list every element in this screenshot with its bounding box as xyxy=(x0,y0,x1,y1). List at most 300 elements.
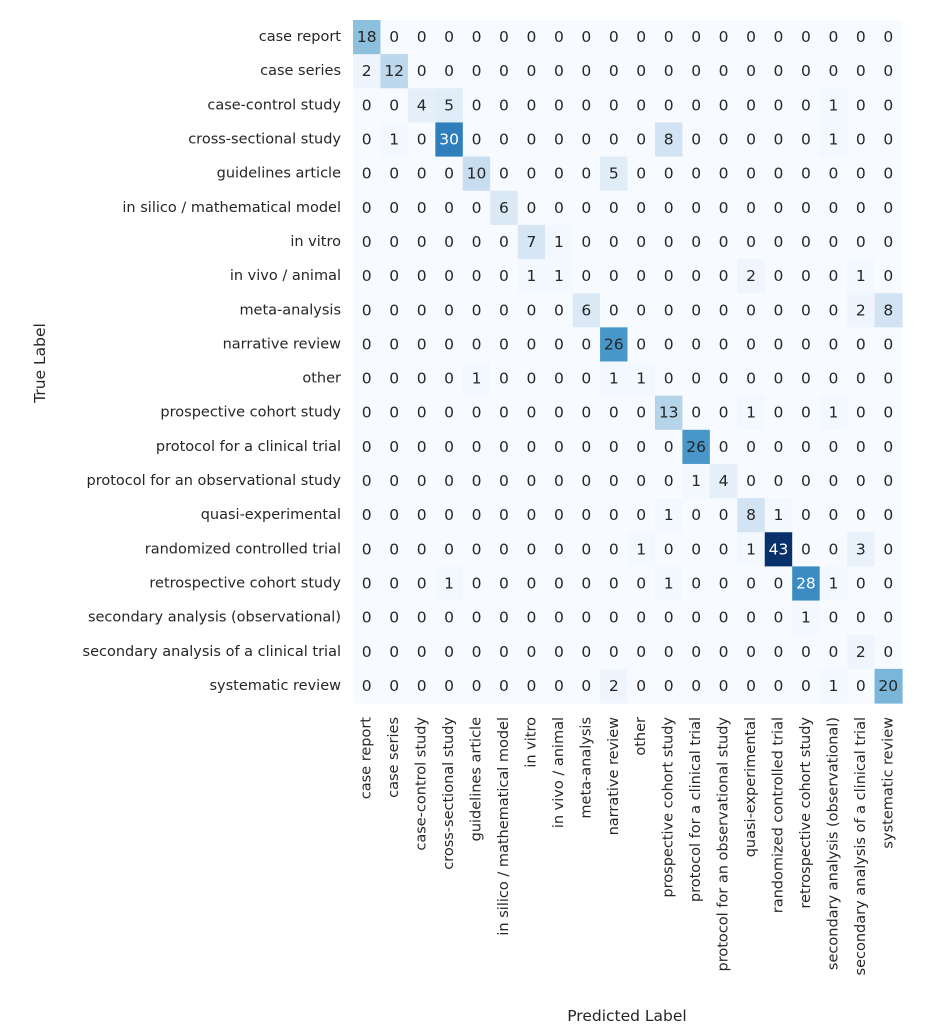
cell-value-label: 0 xyxy=(636,28,647,47)
cell-value-label: 0 xyxy=(361,130,372,149)
cell-value-label: 0 xyxy=(691,676,702,695)
cell-value-label: 0 xyxy=(746,164,756,183)
cell-value-label: 0 xyxy=(636,642,647,661)
cell-value-label: 0 xyxy=(389,437,400,456)
cell-value-label: 0 xyxy=(663,232,674,251)
cell-value-label: 0 xyxy=(691,62,702,81)
x-tick-label: in vitro xyxy=(523,717,540,768)
cell-value-label: 0 xyxy=(828,301,839,320)
cell-value-label: 0 xyxy=(444,335,455,354)
cell-value-label: 0 xyxy=(636,96,647,115)
cell-value-label: 0 xyxy=(718,574,729,593)
cell-value-label: 0 xyxy=(855,96,866,115)
cell-value-label: 0 xyxy=(581,403,592,422)
cell-value-label: 0 xyxy=(718,96,729,115)
cell-value-label: 0 xyxy=(499,62,509,81)
cell-value-label: 0 xyxy=(608,96,619,115)
cell-value-label: 0 xyxy=(553,506,564,525)
cell-value-label: 0 xyxy=(828,642,839,661)
cell-value-label: 0 xyxy=(444,62,455,81)
cell-value-label: 0 xyxy=(471,642,482,661)
cell-value-label: 0 xyxy=(526,198,537,217)
cell-value-label: 0 xyxy=(526,62,537,81)
cell-value-label: 30 xyxy=(439,130,459,149)
cell-value-label: 1 xyxy=(746,540,756,559)
cell-value-label: 0 xyxy=(608,403,619,422)
cell-value-label: 0 xyxy=(800,267,811,286)
cell-value-label: 0 xyxy=(471,130,482,149)
cell-value-label: 1 xyxy=(828,96,839,115)
y-tick-label: guidelines article xyxy=(216,165,341,182)
cell-value-label: 0 xyxy=(416,267,427,286)
cell-value-label: 0 xyxy=(608,232,619,251)
cell-value-label: 0 xyxy=(444,472,455,491)
cell-value-label: 1 xyxy=(608,369,619,388)
cell-value-label: 0 xyxy=(718,198,729,217)
x-tick-label: meta-analysis xyxy=(578,717,595,819)
cell-value-label: 0 xyxy=(718,676,729,695)
cell-value-label: 0 xyxy=(361,437,372,456)
cell-value-label: 0 xyxy=(828,369,839,388)
cell-value-label: 0 xyxy=(828,335,839,354)
cell-value-label: 0 xyxy=(416,574,427,593)
y-tick-label: systematic review xyxy=(209,677,341,694)
cell-value-label: 0 xyxy=(636,335,647,354)
x-tick-label: in silico / mathematical model xyxy=(495,717,512,936)
cell-value-label: 0 xyxy=(416,369,427,388)
cell-value-label: 0 xyxy=(608,608,619,627)
cell-value-label: 0 xyxy=(471,62,482,81)
cell-value-label: 0 xyxy=(608,540,619,559)
cell-value-label: 0 xyxy=(608,198,619,217)
cell-value-label: 10 xyxy=(466,164,487,183)
cell-value-label: 0 xyxy=(746,472,756,491)
cell-value-label: 0 xyxy=(444,267,455,286)
cell-value-label: 0 xyxy=(471,472,482,491)
cell-value-label: 0 xyxy=(883,232,894,251)
cell-value-label: 0 xyxy=(718,437,729,456)
cell-value-label: 0 xyxy=(444,369,455,388)
cell-value-label: 0 xyxy=(581,676,592,695)
cell-value-label: 0 xyxy=(471,506,482,525)
cell-value-label: 0 xyxy=(883,198,894,217)
cell-value-label: 0 xyxy=(800,28,811,47)
cell-value-label: 0 xyxy=(773,198,784,217)
cell-value-label: 0 xyxy=(499,472,509,491)
cell-value-label: 0 xyxy=(389,198,400,217)
cell-value-label: 0 xyxy=(691,369,702,388)
cell-value-label: 0 xyxy=(526,574,537,593)
cell-value-label: 0 xyxy=(553,608,564,627)
cell-value-label: 0 xyxy=(663,28,674,47)
cell-value-label: 0 xyxy=(718,608,729,627)
cell-value-label: 0 xyxy=(416,62,427,81)
cell-value-label: 0 xyxy=(553,28,564,47)
cell-value-label: 0 xyxy=(553,96,564,115)
cell-value-label: 0 xyxy=(773,472,784,491)
cell-value-label: 0 xyxy=(581,642,592,661)
cell-value-label: 0 xyxy=(883,335,894,354)
cell-value-label: 0 xyxy=(499,267,509,286)
cell-value-label: 0 xyxy=(553,130,564,149)
cell-value-label: 0 xyxy=(718,642,729,661)
y-tick-label: randomized controlled trial xyxy=(144,541,341,558)
cell-value-label: 0 xyxy=(691,28,702,47)
x-tick-label: quasi-experimental xyxy=(743,717,760,858)
cell-value-label: 0 xyxy=(746,608,756,627)
cell-value-label: 0 xyxy=(444,232,455,251)
cell-value-label: 0 xyxy=(608,28,619,47)
cell-value-label: 0 xyxy=(855,369,866,388)
cell-value-label: 0 xyxy=(800,335,811,354)
cell-value-label: 0 xyxy=(389,369,400,388)
y-tick-label: in silico / mathematical model xyxy=(122,199,341,216)
cell-value-label: 0 xyxy=(691,574,702,593)
cell-value-label: 0 xyxy=(608,62,619,81)
cell-value-label: 0 xyxy=(471,267,482,286)
cell-value-label: 0 xyxy=(526,28,537,47)
cell-value-label: 1 xyxy=(855,267,866,286)
cell-value-label: 0 xyxy=(773,437,784,456)
cell-value-label: 0 xyxy=(526,301,537,320)
cell-value-label: 0 xyxy=(718,335,729,354)
cell-value-label: 5 xyxy=(444,96,455,115)
cell-value-label: 1 xyxy=(636,369,647,388)
cell-value-label: 0 xyxy=(416,472,427,491)
cell-value-label: 0 xyxy=(499,369,509,388)
cell-value-label: 0 xyxy=(389,676,400,695)
x-tick-label: in vivo / animal xyxy=(550,717,567,829)
cell-value-label: 0 xyxy=(800,437,811,456)
cell-value-label: 0 xyxy=(828,198,839,217)
x-tick-labels xyxy=(359,717,897,976)
cell-value-label: 0 xyxy=(361,198,372,217)
cell-value-label: 0 xyxy=(828,164,839,183)
cell-value-label: 0 xyxy=(553,642,564,661)
cell-value-label: 0 xyxy=(800,164,811,183)
cell-value-label: 0 xyxy=(581,96,592,115)
cell-value-label: 0 xyxy=(773,574,784,593)
cell-value-label: 0 xyxy=(581,472,592,491)
cell-value-label: 0 xyxy=(444,198,455,217)
cell-value-label: 0 xyxy=(499,335,509,354)
cell-value-label: 0 xyxy=(416,437,427,456)
cell-value-label: 0 xyxy=(883,437,894,456)
cell-value-label: 0 xyxy=(471,198,482,217)
y-tick-label: other xyxy=(302,370,341,387)
cell-value-label: 0 xyxy=(553,540,564,559)
cell-value-label: 0 xyxy=(883,403,894,422)
cell-value-label: 0 xyxy=(855,198,866,217)
cell-value-label: 0 xyxy=(389,506,400,525)
x-tick-label: other xyxy=(633,717,650,756)
cell-value-label: 0 xyxy=(746,96,756,115)
cell-value-label: 0 xyxy=(800,676,811,695)
cell-value-label: 0 xyxy=(800,472,811,491)
cell-value-label: 0 xyxy=(828,267,839,286)
cell-value-label: 0 xyxy=(691,267,702,286)
cell-value-label: 0 xyxy=(746,130,756,149)
cell-value-label: 0 xyxy=(444,301,455,320)
cell-value-label: 0 xyxy=(361,540,372,559)
cell-value-label: 0 xyxy=(828,437,839,456)
cell-value-label: 0 xyxy=(361,676,372,695)
cell-value-label: 0 xyxy=(691,164,702,183)
y-tick-label: narrative review xyxy=(222,336,341,353)
cell-value-label: 0 xyxy=(855,28,866,47)
cell-value-label: 0 xyxy=(471,608,482,627)
cell-value-label: 0 xyxy=(636,62,647,81)
cell-value-label: 0 xyxy=(389,267,400,286)
y-tick-label: prospective cohort study xyxy=(160,404,341,421)
cell-value-label: 0 xyxy=(581,540,592,559)
cell-value-label: 0 xyxy=(526,164,537,183)
cell-value-label: 0 xyxy=(773,335,784,354)
heatmap-cells xyxy=(353,20,903,704)
cell-value-label: 0 xyxy=(526,403,537,422)
cell-value-label: 0 xyxy=(691,96,702,115)
y-tick-label: secondary analysis of a clinical trial xyxy=(82,643,341,660)
x-tick-label: cross-sectional study xyxy=(441,717,458,870)
x-axis-label: Predicted Label xyxy=(567,1007,687,1024)
cell-value-label: 0 xyxy=(416,676,427,695)
cell-value-label: 0 xyxy=(636,472,647,491)
y-tick-label: case report xyxy=(258,29,341,46)
cell-value-label: 0 xyxy=(718,164,729,183)
cell-value-label: 0 xyxy=(389,164,400,183)
x-tick-label: secondary analysis (observational) xyxy=(825,717,842,971)
cell-value-label: 0 xyxy=(855,164,866,183)
cell-value-label: 6 xyxy=(499,198,509,217)
y-axis-label: True Label xyxy=(31,323,49,403)
cell-value-label: 0 xyxy=(389,608,400,627)
cell-value-label: 0 xyxy=(800,130,811,149)
x-tick-label: secondary analysis of a clinical trial xyxy=(852,717,869,976)
cell-value-label: 0 xyxy=(718,62,729,81)
cell-value-label: 0 xyxy=(855,574,866,593)
cell-value-label: 0 xyxy=(581,198,592,217)
cell-value-label: 0 xyxy=(691,642,702,661)
cell-value-label: 0 xyxy=(663,369,674,388)
cell-value-label: 8 xyxy=(883,301,894,320)
cell-value-label: 1 xyxy=(828,676,839,695)
cell-value-label: 0 xyxy=(526,540,537,559)
cell-value-label: 0 xyxy=(553,369,564,388)
cell-value-label: 0 xyxy=(691,403,702,422)
cell-value-label: 0 xyxy=(581,369,592,388)
cell-value-label: 0 xyxy=(471,301,482,320)
cell-value-label: 0 xyxy=(499,642,509,661)
cell-value-label: 0 xyxy=(389,335,400,354)
cell-value-label: 8 xyxy=(746,506,756,525)
cell-value-label: 0 xyxy=(361,472,372,491)
cell-value-label: 0 xyxy=(499,574,509,593)
cell-value-label: 20 xyxy=(878,676,899,695)
cell-value-label: 0 xyxy=(526,437,537,456)
y-tick-label: case series xyxy=(260,63,341,80)
cell-value-label: 0 xyxy=(608,472,619,491)
cell-value-label: 4 xyxy=(416,96,427,115)
cell-value-label: 0 xyxy=(444,642,455,661)
cell-value-label: 0 xyxy=(361,164,372,183)
cell-value-label: 0 xyxy=(526,369,537,388)
cell-value-label: 0 xyxy=(883,540,894,559)
cell-value-label: 0 xyxy=(361,403,372,422)
cell-value-label: 43 xyxy=(768,540,789,559)
cell-value-label: 0 xyxy=(800,62,811,81)
cell-value-label: 0 xyxy=(663,540,674,559)
cell-value-label: 0 xyxy=(361,506,372,525)
cell-value-label: 0 xyxy=(471,28,482,47)
cell-value-label: 0 xyxy=(800,403,811,422)
cell-value-label: 0 xyxy=(581,232,592,251)
cell-value-label: 0 xyxy=(663,335,674,354)
cell-value-label: 0 xyxy=(773,267,784,286)
cell-value-label: 0 xyxy=(718,369,729,388)
cell-value-label: 0 xyxy=(828,506,839,525)
cell-value-label: 6 xyxy=(581,301,592,320)
cell-value-label: 0 xyxy=(581,267,592,286)
cell-value-label: 0 xyxy=(663,437,674,456)
cell-value-label: 0 xyxy=(800,642,811,661)
cell-value-label: 0 xyxy=(800,540,811,559)
cell-value-label: 0 xyxy=(746,28,756,47)
cell-value-label: 0 xyxy=(718,28,729,47)
cell-value-label: 0 xyxy=(773,642,784,661)
cell-value-label: 0 xyxy=(581,164,592,183)
x-tick-label: case report xyxy=(358,717,375,800)
cell-value-label: 0 xyxy=(361,369,372,388)
cell-value-label: 0 xyxy=(608,642,619,661)
cell-value-label: 0 xyxy=(663,96,674,115)
cell-value-label: 0 xyxy=(718,130,729,149)
cell-value-label: 0 xyxy=(883,130,894,149)
cell-value-label: 1 xyxy=(471,369,482,388)
cell-value-label: 0 xyxy=(526,130,537,149)
cell-value-label: 0 xyxy=(499,506,509,525)
cell-value-label: 0 xyxy=(581,608,592,627)
cell-value-label: 0 xyxy=(828,28,839,47)
cell-value-label: 1 xyxy=(553,232,564,251)
cell-value-label: 0 xyxy=(471,335,482,354)
cell-value-label: 1 xyxy=(663,574,674,593)
cell-value-label: 0 xyxy=(636,608,647,627)
cell-value-label: 0 xyxy=(718,301,729,320)
cell-value-label: 0 xyxy=(526,506,537,525)
x-tick-label: prospective cohort study xyxy=(660,717,677,898)
cell-value-label: 0 xyxy=(389,96,400,115)
cell-value-label: 0 xyxy=(471,574,482,593)
cell-value-label: 7 xyxy=(526,232,537,251)
cell-value-label: 0 xyxy=(800,232,811,251)
cell-value-label: 0 xyxy=(883,472,894,491)
cell-value-label: 1 xyxy=(828,130,839,149)
cell-value-label: 0 xyxy=(746,437,756,456)
cell-value-label: 0 xyxy=(773,608,784,627)
cell-value-label: 0 xyxy=(663,608,674,627)
cell-value-label: 0 xyxy=(361,574,372,593)
cell-value-label: 0 xyxy=(773,96,784,115)
cell-value-label: 0 xyxy=(581,62,592,81)
cell-value-label: 8 xyxy=(663,130,674,149)
cell-value-label: 3 xyxy=(855,540,866,559)
cell-value-label: 0 xyxy=(773,232,784,251)
cell-value-label: 0 xyxy=(526,608,537,627)
cell-value-label: 0 xyxy=(800,506,811,525)
cell-value-label: 0 xyxy=(855,608,866,627)
cell-value-label: 0 xyxy=(855,130,866,149)
cell-value-label: 0 xyxy=(691,335,702,354)
x-tick-label: protocol for an observational study xyxy=(715,717,732,972)
cell-value-label: 0 xyxy=(608,437,619,456)
cell-value-label: 0 xyxy=(416,28,427,47)
cell-value-label: 0 xyxy=(663,301,674,320)
cell-value-label: 0 xyxy=(499,437,509,456)
cell-value-label: 0 xyxy=(663,472,674,491)
y-tick-label: secondary analysis (observational) xyxy=(87,609,341,626)
cell-value-label: 0 xyxy=(746,369,756,388)
cell-value-label: 0 xyxy=(746,62,756,81)
cell-value-label: 0 xyxy=(471,676,482,695)
cell-value-label: 0 xyxy=(883,574,894,593)
y-tick-label: case-control study xyxy=(207,97,341,114)
cell-value-label: 0 xyxy=(416,642,427,661)
cell-value-label: 0 xyxy=(581,574,592,593)
cell-value-label: 28 xyxy=(796,574,816,593)
cell-value-label: 0 xyxy=(855,506,866,525)
cell-value-label: 0 xyxy=(663,267,674,286)
y-tick-label: in vitro xyxy=(290,233,341,250)
cell-value-label: 0 xyxy=(636,403,647,422)
cell-value-label: 0 xyxy=(746,335,756,354)
cell-value-label: 0 xyxy=(499,96,509,115)
cell-value-label: 0 xyxy=(691,608,702,627)
cell-value-label: 13 xyxy=(658,403,679,422)
cell-value-label: 0 xyxy=(636,198,647,217)
cell-value-label: 0 xyxy=(444,506,455,525)
cell-value-label: 1 xyxy=(691,472,702,491)
cell-value-label: 0 xyxy=(553,301,564,320)
cell-value-label: 0 xyxy=(581,506,592,525)
cell-value-label: 0 xyxy=(444,28,455,47)
cell-value-label: 0 xyxy=(416,506,427,525)
cell-value-label: 0 xyxy=(636,164,647,183)
cell-value-label: 0 xyxy=(828,608,839,627)
cell-value-label: 0 xyxy=(691,232,702,251)
cell-value-label: 0 xyxy=(444,437,455,456)
cell-value-label: 0 xyxy=(416,198,427,217)
cell-value-label: 0 xyxy=(471,540,482,559)
cell-value-label: 0 xyxy=(636,437,647,456)
cell-value-label: 2 xyxy=(608,676,619,695)
cell-value-label: 0 xyxy=(883,369,894,388)
cell-value-label: 2 xyxy=(855,301,866,320)
cell-value-label: 0 xyxy=(361,642,372,661)
cell-value-label: 1 xyxy=(663,506,674,525)
cell-value-label: 0 xyxy=(883,642,894,661)
y-tick-label: meta-analysis xyxy=(239,302,341,319)
cell-value-label: 0 xyxy=(499,232,509,251)
cell-value-label: 0 xyxy=(389,642,400,661)
cell-value-label: 0 xyxy=(416,130,427,149)
cell-value-label: 0 xyxy=(691,198,702,217)
cell-value-label: 0 xyxy=(718,232,729,251)
cell-value-label: 0 xyxy=(636,676,647,695)
cell-value-label: 0 xyxy=(883,506,894,525)
cell-value-label: 0 xyxy=(471,232,482,251)
cell-value-label: 0 xyxy=(691,540,702,559)
cell-value-label: 0 xyxy=(416,164,427,183)
